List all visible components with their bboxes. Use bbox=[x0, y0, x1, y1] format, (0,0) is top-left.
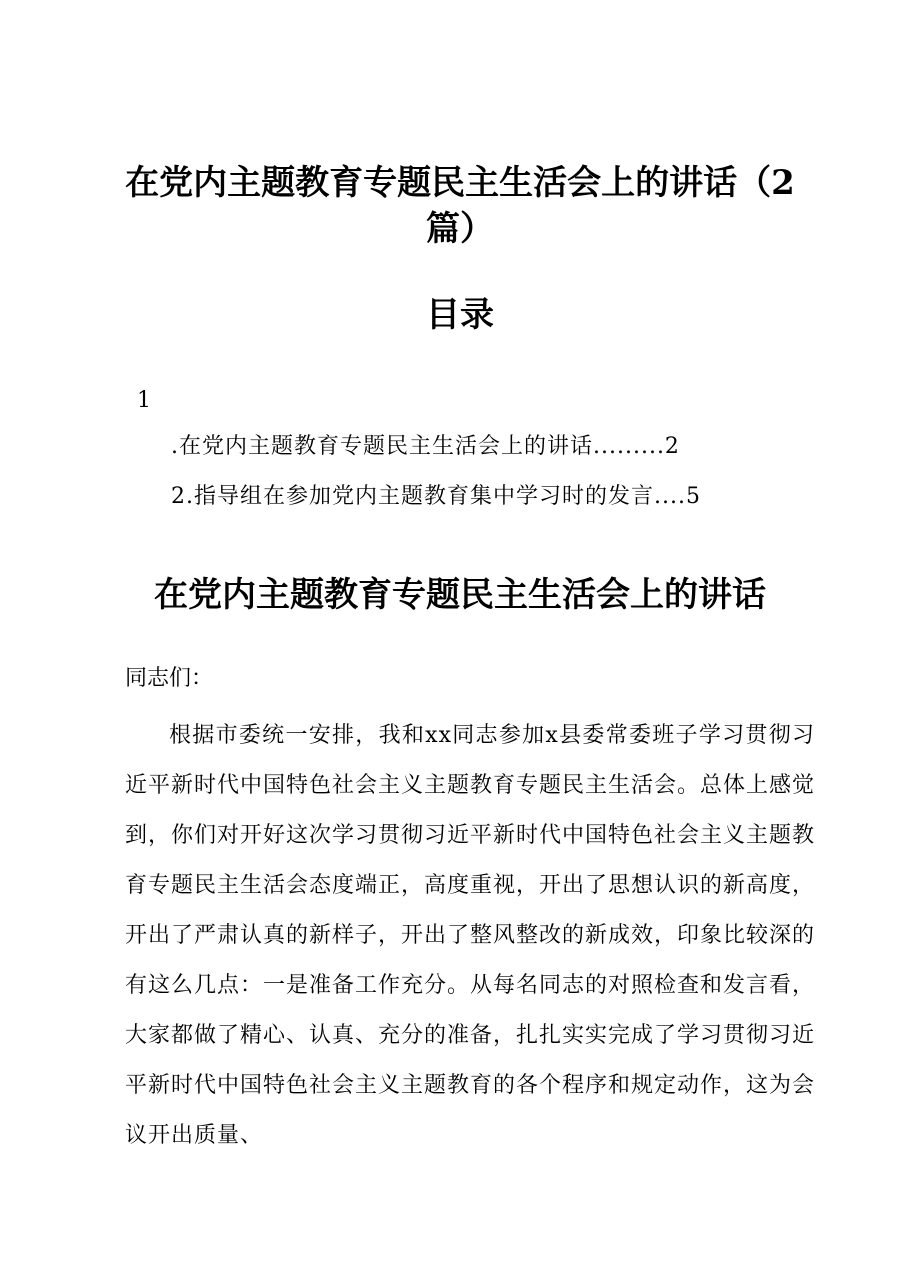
body-paragraph: 根据市委统一安排，我和xx同志参加x县委常委班子学习贯彻习近平新时代中国特色社会主义主题教育专题民主生活会。总体上感觉到，你们对开好这次学习贯彻习近平新时代中国特色社会主义主题教育专题民主生活会态度端正，高度重视，开出了思想认识的新高度，开出了严肃认真的新样子，开出了整风整改的新成效，印象比较深的有这么几点：一是准备工作充分。从每名同志的对照检查和发言看，大家都做了精心、认真、充分的准备，扎扎实实完成了学习贯彻习近平新时代中国特色社会主义主题教育的各个程序和规定动作，这为会议开出质量、 bbox=[125, 723, 816, 1148]
section-title: 在党内主题教育专题民主生活会上的讲话 bbox=[154, 575, 766, 615]
toc-first-number: 1 bbox=[137, 388, 151, 413]
salutation: 同志们： bbox=[125, 666, 214, 691]
toc-item-2[interactable]: 2.指导组在参加党内主题教育集中学习时的发言....5 bbox=[171, 484, 701, 509]
toc-heading: 目录 bbox=[426, 295, 494, 335]
toc-item-1[interactable]: .在党内主题教育专题民主生活会上的讲话.........2 bbox=[171, 434, 680, 459]
document-title: 在党内主题教育专题民主生活会上的讲话（2篇） bbox=[125, 163, 795, 249]
